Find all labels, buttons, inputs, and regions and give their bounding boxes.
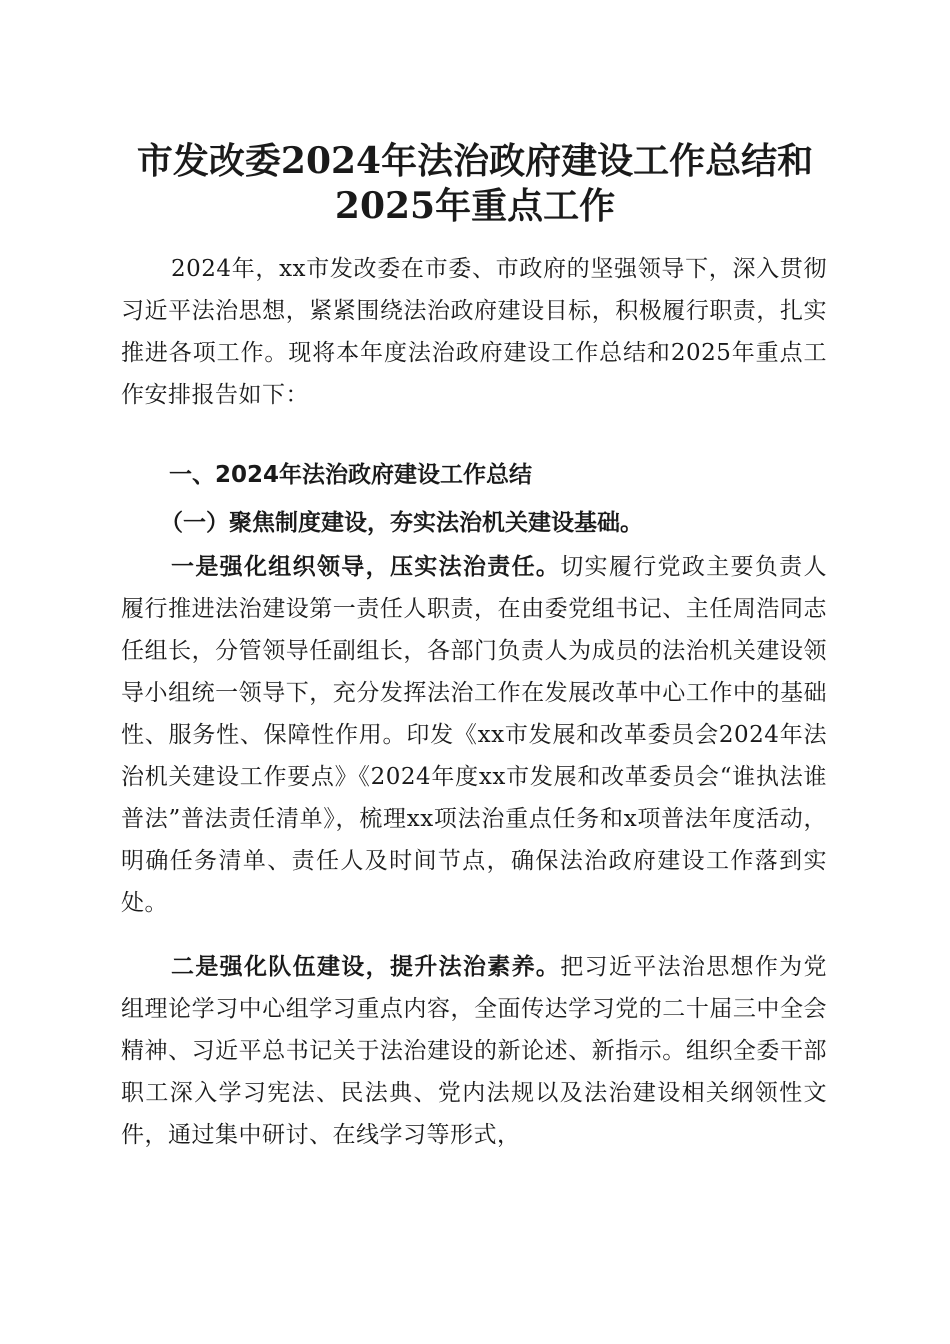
paragraph-two-lead: 二是强化队伍建设，提升法治素养。 [171, 953, 561, 980]
document-title-line-2: 2025年重点工作 [334, 185, 616, 227]
intro-paragraph: 2024年，xx市发改委在市委、市政府的坚强领导下，深入贯彻习近平法治思想，紧紧围绕法治政府建设目标，积极履行职责，扎实推进各项工作。现将本年度法治政府建设工作总结和2025年重点工作安排报告如下： [121, 256, 827, 408]
section-heading-1: 一、2024年法治政府建设工作总结 [169, 462, 533, 488]
paragraph-one-body: 切实履行党政主要负责人履行推进法治建设第一责任人职责，在由委党组书记、主任周浩同志任组长，分管领导任副组长，各部门负责人为成员的法治机关建设领导小组统一领导下，充分发挥法治工作在发展改革中心工作中的基础性、服务性、保障性作用。印发《xx市发展和改革委员会2024年法治机关建设工作要点》《2024年度xx市发展和改革委员会“谁执法谁普法”普法责任清单》，梳理xx项法治重点任务和x项普法年度活动，明确任务清单、责任人及时间节点，确保法治政府建设工作落到实处。 [121, 554, 828, 916]
subsection-heading-1: （一）聚焦制度建设，夯实法治机关建设基础。 [160, 509, 643, 536]
paragraph-one [121, 546, 827, 924]
paragraph-two [121, 946, 827, 1156]
paragraph-two-body: 把习近平法治思想作为党组理论学习中心组学习重点内容，全面传达学习党的二十届三中全会精神、习近平总书记关于法治建设的新论述、新指示。组织全委干部职工深入学习宪法、民法典、党内法规以及法治建设相关纲领性文件，通过集中研讨、在线学习等形式， [121, 954, 828, 1148]
paragraph-one-lead: 一是强化组织领导，压实法治责任。 [171, 553, 561, 580]
document-title-line-1: 市发改委2024年法治政府建设工作总结和 [136, 140, 814, 182]
